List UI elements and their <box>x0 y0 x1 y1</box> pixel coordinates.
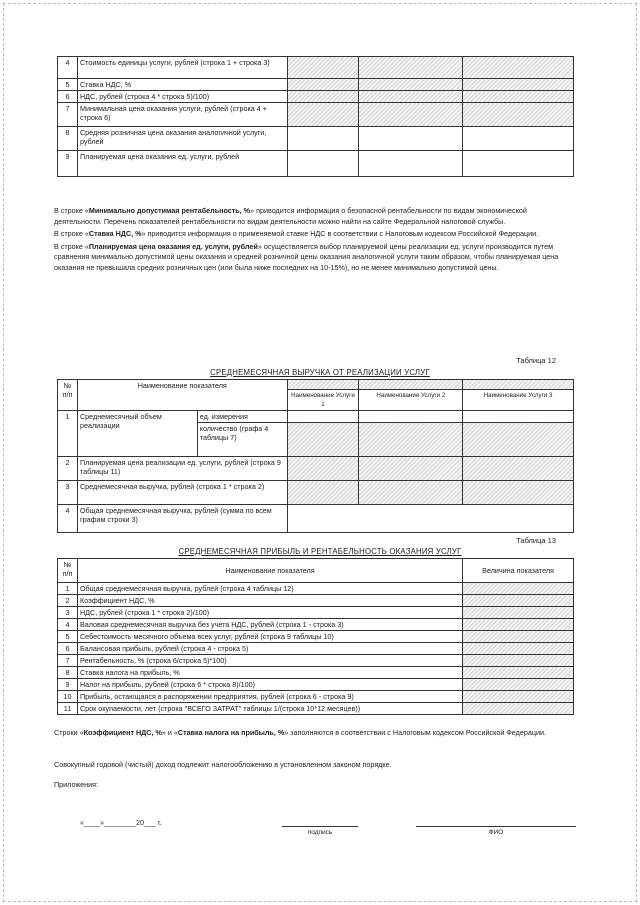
t13-value-cell <box>463 703 574 715</box>
t11-row-label: НДС, рублей (строка 4 * строка 5)/100) <box>77 91 287 103</box>
t12-header-num: № п/п <box>58 380 78 411</box>
signature-label: подпись <box>307 829 333 836</box>
t12-row-1-label: Среднемесячный объем реализации <box>77 411 197 457</box>
t13-row-label: Рентабельность, % (строка 6/строка 5)*100) <box>77 655 462 667</box>
date-line: «____»________20___ г. <box>80 818 162 827</box>
t12-row-4-label: Общая среднемесячная выручка, рублей (сумма по всем графам строки 3) <box>77 505 287 533</box>
t11-row <box>58 57 574 79</box>
t13-row <box>58 691 574 703</box>
t11-value-cell <box>359 127 463 151</box>
t13-row-label: Срок окупаемости, лет (строка "ВСЕГО ЗАТРАТ" таблицы 1/(строка 10*12 месяцев)) <box>77 703 462 715</box>
t11-value-cell <box>359 79 463 91</box>
t11-row <box>58 127 574 151</box>
t13-value-cell <box>463 583 574 595</box>
t13-row <box>58 679 574 691</box>
table-12 <box>57 379 574 533</box>
t13-row <box>58 595 574 607</box>
t13-value-cell <box>463 643 574 655</box>
t13-row <box>58 583 574 595</box>
t13-row-label: Ставка налога на прибыль, % <box>77 667 462 679</box>
t11-value-cell <box>359 151 463 177</box>
t11-row <box>58 103 574 127</box>
t11-value-cell <box>359 91 463 103</box>
t12-header-service-3: Наименование Услуги 3 <box>463 390 574 411</box>
t13-header-name: Наименование показателя <box>77 559 462 583</box>
t13-row-num: 9 <box>58 679 78 691</box>
t13-row-num: 11 <box>58 703 78 715</box>
t12-row-2-label: Планируемая цена реализации ед. услуги, рублей (строка 9 таблицы 11) <box>77 457 287 481</box>
t13-row-label: Балансовая прибыль, рублей (строка 4 - строка 5) <box>77 643 462 655</box>
t11-value-cell <box>463 79 574 91</box>
note-tax-rates: Строки «Коэффициент НДС, %» и «Ставка налога на прибыль, %» заполняются в соответствии с Налоговым кодексом Российской Федерации. <box>54 728 546 737</box>
t12-header-service-1: Наименование Услуги 1 <box>287 390 359 411</box>
table-13-title: СРЕДНЕМЕСЯЧНАЯ ПРИБЫЛЬ И РЕНТАБЕЛЬНОСТЬ ОКАЗАНИЯ УСЛУГ <box>178 547 462 556</box>
t11-value-cell <box>463 151 574 177</box>
t13-row-label: Общая среднемесячная выручка, рублей (строка 4 таблицы 12) <box>77 583 462 595</box>
t13-value-cell <box>463 655 574 667</box>
t12-row-1-unit: ед. измерения <box>197 411 287 423</box>
t13-row <box>58 619 574 631</box>
t13-row-label: Прибыль, остающаяся в распоряжении предприятия, рублей (строка 6 - строка 9) <box>77 691 462 703</box>
t13-row-num: 5 <box>58 631 78 643</box>
table-12-caption: Таблица 12 <box>516 356 556 365</box>
t13-row-num: 7 <box>58 655 78 667</box>
appendix-label: Приложения: <box>54 780 99 789</box>
t11-row-label: Ставка НДС, % <box>77 79 287 91</box>
t13-row-num: 8 <box>58 667 78 679</box>
t11-value-cell <box>463 103 574 127</box>
t11-row <box>58 91 574 103</box>
t11-row-num: 8 <box>58 127 78 151</box>
t13-header-value: Величина показателя <box>463 559 574 583</box>
table-13-caption: Таблица 13 <box>516 536 556 545</box>
t13-value-cell <box>463 595 574 607</box>
t11-row-label: Стоимость единицы услуги, рублей (строка 1 + строка 3) <box>77 57 287 79</box>
t13-row <box>58 607 574 619</box>
t13-row <box>58 655 574 667</box>
t13-row-label: Налог на прибыль, рублей (строка 6 * строка 8)/100) <box>77 679 462 691</box>
t11-row <box>58 79 574 91</box>
t11-row-num: 5 <box>58 79 78 91</box>
t13-value-cell <box>463 691 574 703</box>
t11-value-cell <box>359 57 463 79</box>
t11-value-cell <box>287 91 359 103</box>
t11-row-num: 4 <box>58 57 78 79</box>
t11-row-num: 9 <box>58 151 78 177</box>
t13-value-cell <box>463 607 574 619</box>
t13-row <box>58 643 574 655</box>
t11-value-cell <box>287 57 359 79</box>
t13-row-label: НДС, рублей (строка 1 * строка 2)/100) <box>77 607 462 619</box>
signature-line <box>282 826 358 827</box>
t13-row-label: Валовая среднемесячная выручка без учета НДС, рублей (строка 1 - строка 3) <box>77 619 462 631</box>
t13-row-label: Коэффициент НДС, % <box>77 595 462 607</box>
t12-row-2-num: 2 <box>58 457 78 481</box>
t13-header-num: № п/п <box>58 559 78 583</box>
t11-row-label: Планируемая цена оказания ед. услуги, рублей <box>77 151 287 177</box>
t13-value-cell <box>463 619 574 631</box>
t11-value-cell <box>287 103 359 127</box>
t12-row-3-num: 3 <box>58 481 78 505</box>
t11-row-label: Средняя розничная цена оказания аналогичной услуги, рублей <box>77 127 287 151</box>
t13-value-cell <box>463 631 574 643</box>
t13-value-cell <box>463 679 574 691</box>
t12-row-3-label: Среднемесячная выручка, рублей (строка 1 * строка 2) <box>77 481 287 505</box>
note-income-tax: Совокупный годовой (чистый) доход подлежит налогообложению в установленном законом порядке. <box>54 760 392 769</box>
t11-row-num: 6 <box>58 91 78 103</box>
t13-row-num: 10 <box>58 691 78 703</box>
t12-row-4-num: 4 <box>58 505 78 533</box>
fio-line <box>416 826 576 827</box>
t11-value-cell <box>287 79 359 91</box>
t13-row-num: 2 <box>58 595 78 607</box>
t11-row-label: Минимальная цена оказания услуги, рублей (строка 4 + строка 6) <box>77 103 287 127</box>
table-13 <box>57 558 574 715</box>
t11-value-cell <box>463 127 574 151</box>
t11-value-cell <box>359 103 463 127</box>
t13-value-cell <box>463 667 574 679</box>
t11-value-cell <box>463 57 574 79</box>
t11-value-cell <box>287 127 359 151</box>
t13-row-num: 3 <box>58 607 78 619</box>
t11-value-cell <box>287 151 359 177</box>
fio-label: ФИО <box>488 829 504 836</box>
paragraph: В строке «Планируемая цена оказания ед. услуги, рублей» осуществляется выбор планируемой цены реализации ед. услуги производится путем сравнения минимально допустимой цены оказания и средней розничной цены оказания аналогичной услуги таким образом, чтобы планируемая цена оказания не превышала средних розничных цен (или была ниже последних на 10-15%), но не менее минимально допустимой цены. <box>54 241 559 272</box>
t13-row <box>58 631 574 643</box>
explanatory-paragraphs <box>54 206 574 275</box>
t13-row-num: 1 <box>58 583 78 595</box>
paragraph: В строке «Ставка НДС, %» приводится информация о применяемой ставке НДС в соответствии с Налоговым кодексом Российской Федерации. <box>54 229 539 238</box>
t13-row <box>58 667 574 679</box>
paragraph: В строке «Минимально допустимая рентабельность, %» приводится информация о безопасной рентабельности по видам экономической деятельности. Перечень показателей рентабельности по видам деятельности можно найти на сайте Федеральной налоговой службы. <box>54 206 527 226</box>
t12-header-service-2: Наименование Услуги 2 <box>359 390 463 411</box>
table-11 <box>57 56 574 177</box>
t13-row-label: Себестоимость месячного объема всех услуг, рублей (строка 9 таблицы 10) <box>77 631 462 643</box>
t12-row-1-num: 1 <box>58 411 78 457</box>
t12-header-name: Наименование показателя <box>77 380 287 411</box>
t13-row-num: 6 <box>58 643 78 655</box>
t11-value-cell <box>463 91 574 103</box>
t13-row-num: 4 <box>58 619 78 631</box>
t12-row-1-qty: количество (графа 4 таблицы 7) <box>197 423 287 457</box>
t11-row <box>58 151 574 177</box>
t11-row-num: 7 <box>58 103 78 127</box>
table-12-title: СРЕДНЕМЕСЯЧНАЯ ВЫРУЧКА ОТ РЕАЛИЗАЦИИ УСЛУГ <box>210 368 430 377</box>
t13-row <box>58 703 574 715</box>
